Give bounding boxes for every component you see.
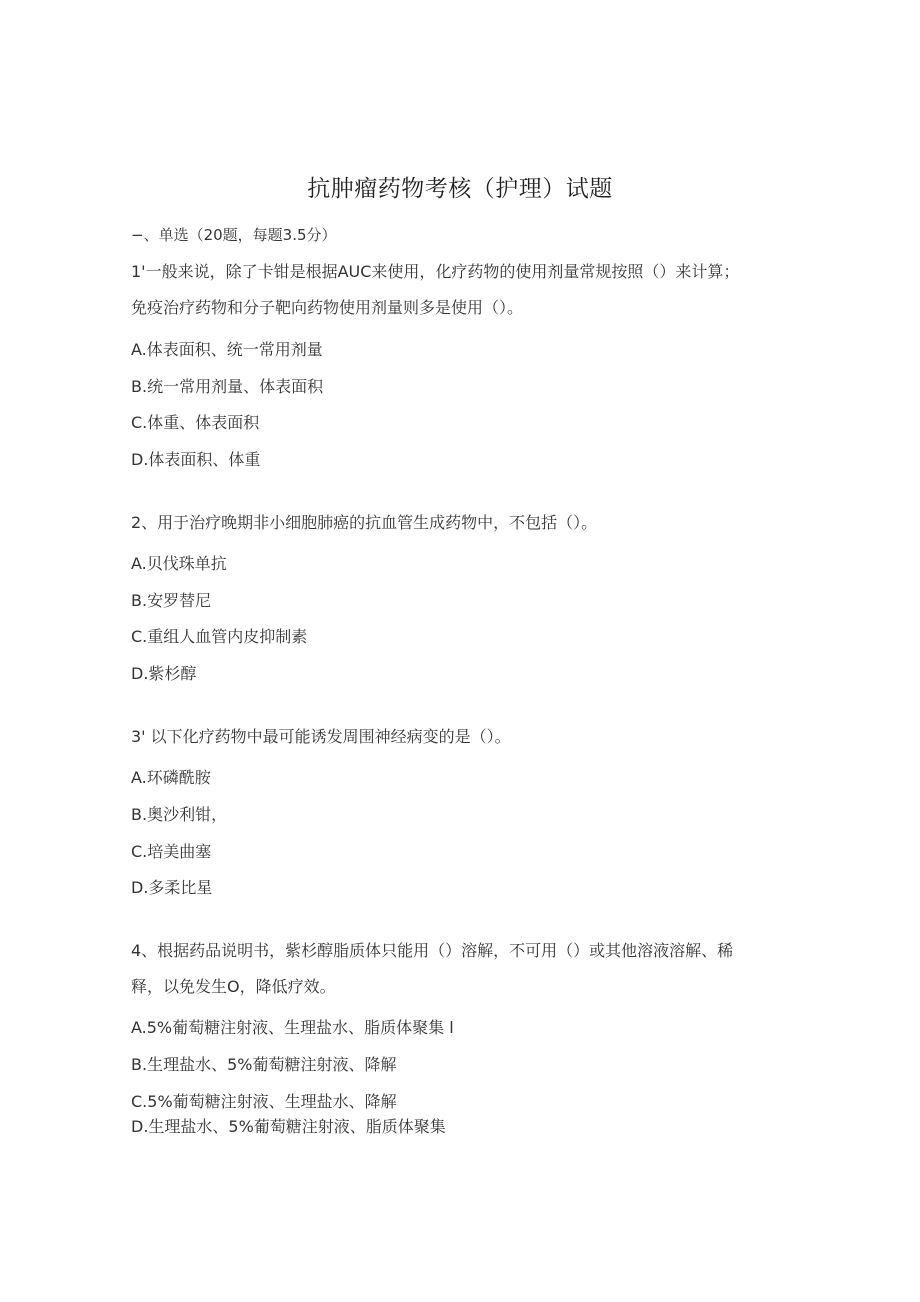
question-3-stem-line-1: 3' 以下化疗药物中最可能诱发周围神经病变的是（）。 xyxy=(131,727,511,746)
question-2-stem-line-1: 2、用于治疗晚期非小细胞肺癌的抗血管生成药物中，不包括（）。 xyxy=(131,513,598,532)
question-2-option-b: B.安罗替尼 xyxy=(131,591,212,610)
question-2-option-a: A.贝伐珠单抗 xyxy=(131,554,227,573)
question-4-option-b: B.生理盐水、5%葡萄糖注射液、降解 xyxy=(131,1055,397,1074)
question-1-option-a: A.体表面积、统一常用剂量 xyxy=(131,340,323,359)
question-4-stem-line-2: 释，以免发生O，降低疗效。 xyxy=(131,977,336,996)
question-4-option-a: A.5%葡萄糖注射液、生理盐水、脂质体聚集 l xyxy=(131,1018,454,1037)
page-title: 抗肿瘤药物考核（护理）试题 xyxy=(307,176,613,202)
question-2-option-c: C.重组人血管内皮抑制素 xyxy=(131,627,308,646)
question-3-option-b: B.奥沙利钳， xyxy=(131,805,228,824)
question-3-option-d: D.多柔比星 xyxy=(131,878,213,897)
question-4-option-d: D.生理盐水、5%葡萄糖注射液、脂质体聚集 xyxy=(131,1117,446,1136)
question-1-stem-line-1: 1'一般来说，除了卡钳是根据AUC来使用，化疗药物的使用剂量常规按照（）来计算； xyxy=(131,262,740,281)
question-4-stem-line-1: 4、根据药品说明书，紫杉醇脂质体只能用（）溶解，不可用（）或其他溶液溶解、稀 xyxy=(131,941,734,960)
question-1-option-c: C.体重、体表面积 xyxy=(131,413,260,432)
question-1-option-b: B.统一常用剂量、体表面积 xyxy=(131,377,324,396)
question-4-option-c: C.5%葡萄糖注射液、生理盐水、降解 xyxy=(131,1092,397,1111)
question-3-option-a: A.环磷酰胺 xyxy=(131,768,211,787)
question-1-stem-line-2: 免疫治疗药物和分子靶向药物使用剂量则多是使用（）。 xyxy=(131,298,524,317)
section-header: −、单选（20题，每题3.5分） xyxy=(131,226,337,244)
question-1-option-d: D.体表面积、体重 xyxy=(131,450,261,469)
question-3-option-c: C.培美曲塞 xyxy=(131,842,212,861)
question-2-option-d: D.紫杉醇 xyxy=(131,664,197,683)
